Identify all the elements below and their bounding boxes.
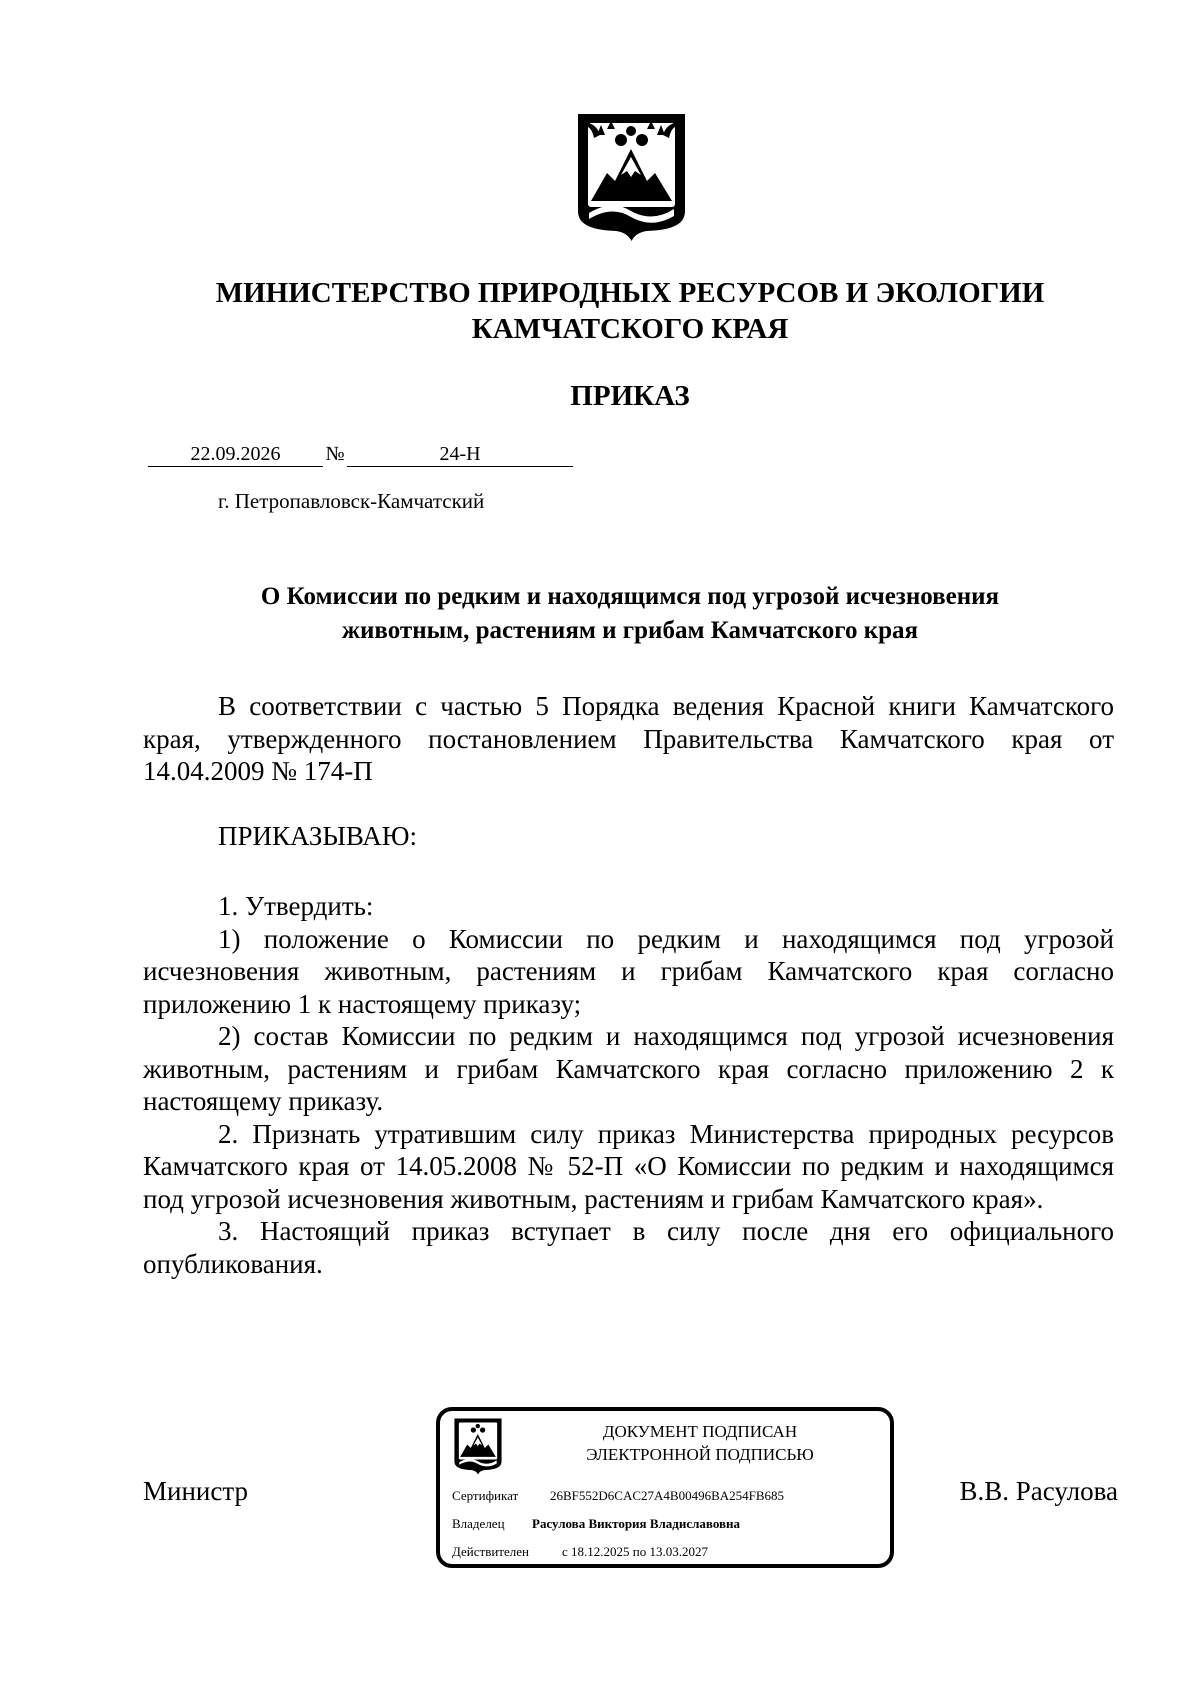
- certificate-value: 26BF552D6CAC27A4B00496BA254FB685: [550, 1488, 785, 1503]
- document-subject: [180, 580, 1080, 648]
- stamp-heading-line1: ДОКУМЕНТ ПОДПИСАН: [602, 1422, 798, 1441]
- number-sign: №: [325, 443, 345, 465]
- electronic-signature-stamp: [436, 1407, 894, 1568]
- validity-label: Действителен: [452, 1544, 529, 1559]
- stamp-emblem-icon: [454, 1417, 502, 1476]
- clauses-list: [143, 890, 1114, 1280]
- validity-value: с 18.12.2025 по 13.03.2027: [562, 1544, 708, 1559]
- ministry-heading-line2: КАМЧАТСКОГО КРАЯ: [471, 313, 789, 345]
- coat-of-arms-emblem: [577, 113, 686, 242]
- subject-line2: животным, растениям и грибам Камчатского края: [341, 617, 919, 644]
- document-number: 24-Н: [347, 442, 573, 467]
- preamble-paragraph: В соответствии с частью 5 Порядка ведения Красной книги Камчатского края, утвержденного постановлением Правительства Камчатского края от 14.04.2009 № 174-П: [143, 691, 1114, 786]
- city-label: г. Петропавловск-Камчатский: [218, 489, 485, 513]
- date-number-line: [148, 442, 573, 468]
- stamp-certificate-row: [452, 1487, 785, 1505]
- document-date: 22.09.2026: [148, 442, 323, 467]
- clause-item: 2. Признать утратившим силу приказ Министерства природных ресурсов Камчатского края от 14.05.2008 № 52-П «О Комиссии по редким и находящимся под угрозой исчезновения животным, растениям и грибам Камчатского края».: [143, 1118, 1114, 1214]
- decree-word: ПРИКАЗЫВАЮ:: [218, 821, 417, 851]
- owner-label: Владелец: [452, 1516, 505, 1531]
- ministry-heading: [0, 275, 1200, 347]
- stamp-heading: [510, 1420, 890, 1466]
- clause-item: 3. Настоящий приказ вступает в силу после дня его официального опубликования.: [143, 1216, 1114, 1279]
- clause-item: 2) состав Комиссии по редким и находящимся под угрозой исчезновения животным, растениям и грибам Камчатского края согласно приложению 2 к настоящему приказу.: [143, 1021, 1114, 1116]
- stamp-validity-row: [452, 1543, 708, 1561]
- document-type-title: ПРИКАЗ: [570, 380, 690, 412]
- clause-item: 1. Утвердить:: [218, 891, 374, 921]
- signatory-name: В.В. Расулова: [959, 1476, 1118, 1506]
- stamp-heading-line2: ЭЛЕКТРОННОЙ ПОДПИСЬЮ: [586, 1445, 814, 1464]
- subject-line1: О Комиссии по редким и находящимся под угрозой исчезновения: [260, 583, 1000, 610]
- ministry-heading-line1: МИНИСТЕРСТВО ПРИРОДНЫХ РЕСУРСОВ И ЭКОЛОГИИ: [215, 277, 1045, 309]
- clause-item: 1) положение о Комиссии по редким и находящимся под угрозой исчезновения животным, растениям и грибам Камчатского края согласно приложению 1 к настоящему приказу;: [143, 923, 1114, 1019]
- owner-value: Расулова Виктория Владиславовна: [532, 1516, 741, 1531]
- signatory-title: Министр: [143, 1476, 248, 1506]
- certificate-label: Сертификат: [452, 1488, 519, 1503]
- stamp-owner-row: [452, 1515, 741, 1533]
